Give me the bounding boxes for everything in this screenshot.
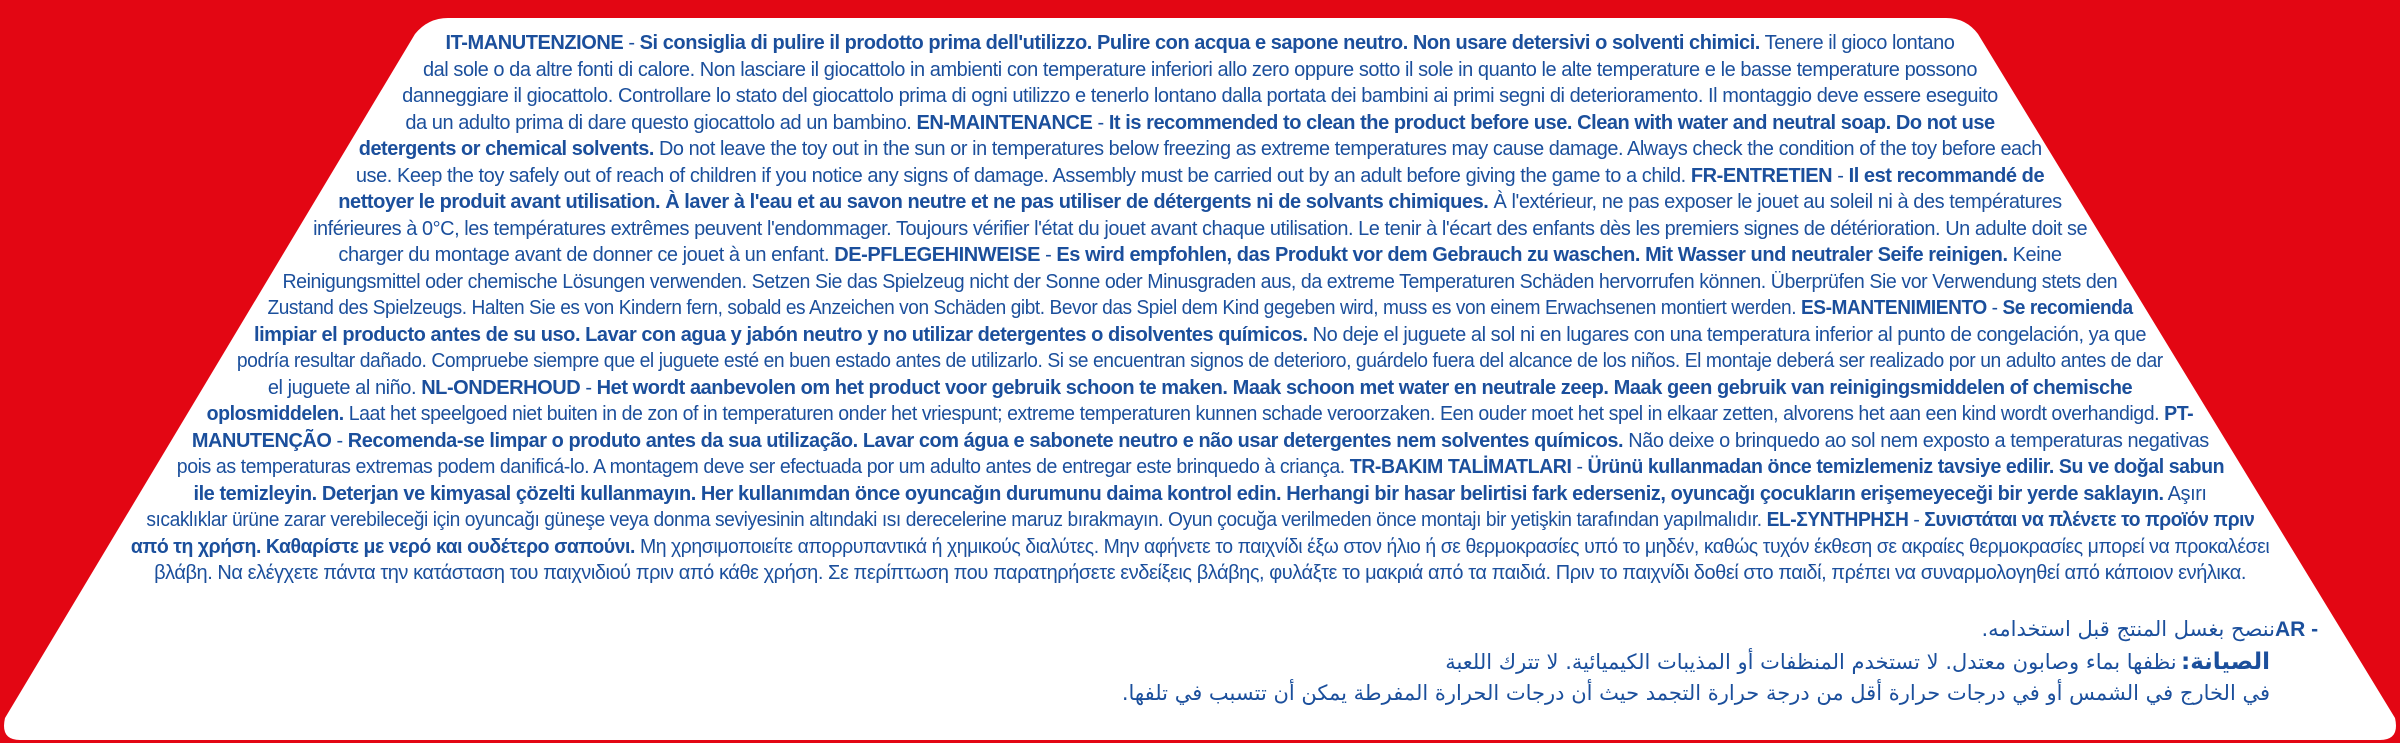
arabic-code-label: AR - bbox=[2275, 618, 2324, 641]
text-segment: Tenere il gioco lontano bbox=[1759, 32, 1955, 54]
bold-text-segment: It is recommended to clean the product before use. Clean with water and neutral soap. Do not use bbox=[1108, 111, 1995, 134]
text-segment: Aşırı bbox=[2163, 482, 2207, 505]
text-segment: - bbox=[1092, 111, 1109, 134]
bold-text-segment: Si consiglia di pulire il prodotto prima dell'utilizzo. Pulire con acqua e sapone neutro. Non usare detersivi o solventi chimici. bbox=[639, 32, 1760, 54]
bold-text-segment: Recomenda-se limpar o produto antes da sua utilização. Lavar com água e sabonete neutro e não usar detergentes nem solventes químicos. bbox=[347, 429, 1623, 452]
text-line bbox=[0, 30, 2400, 56]
text-line bbox=[0, 189, 2400, 215]
bold-text-segment: FR-ENTRETIEN bbox=[1690, 164, 1833, 187]
text-line bbox=[0, 481, 2400, 507]
text-line bbox=[0, 57, 2400, 83]
text-segment: - bbox=[1039, 244, 1057, 266]
text-line bbox=[0, 507, 2400, 533]
text-segment: No deje el juguete al sol ni en lugares con una temperatura inferior al punto de congelación, ya que bbox=[1307, 323, 2147, 346]
text-segment: danneggiare il giocattolo. Controllare lo stato del giocattolo prima di ogni utilizzo e tenerlo lontano dalla portata dei bambini ai primi segni di deterioramento. Il montaggio deve essere eseguito bbox=[402, 85, 1998, 107]
text-line bbox=[0, 110, 2400, 136]
bold-text-segment: EL-ΣΥΝΤΗΡΗΣΗ bbox=[1766, 509, 1909, 531]
text-segment: - bbox=[1986, 297, 2003, 319]
text-line bbox=[0, 560, 2400, 586]
bold-text-segment: nettoyer le produit avant utilisation. À laver à l'eau et au savon neutre et ne pas utiliser de détergents ni de solvants chimiques. bbox=[338, 191, 1489, 213]
text-segment: Μη χρησιμοποιείτε απορρυπαντικά ή χημικούς διαλύτες. Μην αφήνετε το παιχνίδι έξω στον ήλιο ή σε θερμοκρασίες υπό το μηδέν, καθώς τυχόν έκθεση σε ακραίες θερμοκρασίες μπορεί να προκαλέσει bbox=[634, 535, 2270, 558]
arabic-heading: الصيانة: bbox=[2181, 649, 2270, 675]
arabic-line-1 bbox=[1981, 617, 2324, 642]
arabic-intro-text: ننصح بغسل المنتج قبل استخدامه. bbox=[1981, 617, 2275, 641]
bold-text-segment: Συνιστάται να πλένετε το προϊόν πριν bbox=[1923, 509, 2254, 531]
text-line bbox=[0, 269, 2400, 295]
bold-text-segment: Se recomienda bbox=[2002, 297, 2133, 319]
text-segment: Reinigungsmittel oder chemische Lösungen verwenden. Setzen Sie das Spielzeug nicht der Sonne oder Minusgraden aus, da extreme Temperaturen Schäden hervorrufen können. Überprüfen Sie vor Verwendung stets den bbox=[282, 270, 2118, 293]
text-line bbox=[0, 83, 2400, 109]
text-segment: - bbox=[623, 32, 640, 54]
text-line bbox=[0, 242, 2400, 268]
bold-text-segment: Het wordt aanbevolen om het product voor gebruik schoon te maken. Maak schoon met water en neutrale zeep. Maak geen gebruik van reinigingsmiddelen of chemische bbox=[596, 376, 2133, 399]
text-segment: - bbox=[1832, 164, 1849, 187]
text-segment: inférieures à 0°C, les températures extrêmes peuvent l'endommager. Toujours vérifier l'état du jouet avant chaque utilisation. Le tenir à l'écart des enfants dès les premiers signes de détérioration. Un adulte doit se bbox=[312, 217, 2088, 240]
bold-text-segment: IT-MANUTENZIONE bbox=[445, 32, 624, 54]
text-line bbox=[0, 375, 2400, 401]
text-segment: el juguete al niño. bbox=[267, 376, 422, 399]
bold-text-segment: Il est recommandé de bbox=[1848, 164, 2045, 187]
text-line bbox=[0, 322, 2400, 348]
bold-text-segment: ES-MANTENIMIENTO bbox=[1800, 297, 1987, 319]
text-line bbox=[0, 428, 2400, 454]
text-segment: - bbox=[1908, 509, 1924, 531]
text-segment: - bbox=[1571, 456, 1588, 478]
text-segment: Keine bbox=[2007, 244, 2062, 266]
arabic-line-3 bbox=[1122, 681, 2270, 705]
text-segment: pois as temperaturas extremas podem danificá-lo. A montagem deve ser efectuada por um adulto antes de entregar este brinquedo à criança. bbox=[176, 456, 1350, 478]
text-line bbox=[0, 348, 2400, 374]
bold-text-segment: Ürünü kullanmadan önce temizlemeniz tavsiye edilir. Su ve doğal sabun bbox=[1587, 456, 2224, 478]
text-line bbox=[0, 163, 2400, 189]
bold-text-segment: DE-PFLEGEHINWEISE bbox=[834, 244, 1040, 266]
text-segment: À l'extérieur, ne pas exposer le jouet au soleil ni à des températures bbox=[1488, 191, 2062, 213]
text-segment: - bbox=[580, 376, 597, 399]
bold-text-segment: oplosmiddelen. bbox=[206, 403, 344, 425]
bold-text-segment: Es wird empfohlen, das Produkt vor dem Gebrauch zu waschen. Mit Wasser und neutraler Seife reinigen. bbox=[1056, 244, 2008, 266]
bold-text-segment: MANUTENÇÃO bbox=[191, 429, 332, 452]
bold-text-segment: από τη χρήση. Καθαρίστε με νερό και ουδέτερο σαπούνι. bbox=[130, 535, 635, 558]
text-segment: Laat het speelgoed niet buiten in de zon of in temperaturen onder het vriespunt; extreme temperaturen kunnen schade veroorzaken. Een ouder moet het spel in elkaar zetten, alvorens het aan een kind wordt overhandigd. bbox=[343, 403, 2165, 425]
text-segment: use. Keep the toy safely out of reach of children if you notice any signs of damage. Assembly must be carried out by an adult before giving the game to a child. bbox=[355, 164, 1691, 187]
text-line bbox=[0, 136, 2400, 162]
text-line bbox=[0, 295, 2400, 321]
text-segment: sıcaklıklar ürüne zarar verebileceği için oyuncağı güneşe veya donma seviyesinin altındaki ısı derecelerine maruz bırakmayın. Oyun çocuğa verilmeden önce montajı bir yetişkin tarafından yapılmalıdır. bbox=[145, 509, 1767, 531]
bold-text-segment: EN-MAINTENANCE bbox=[916, 111, 1093, 134]
text-segment: Não deixe o brinquedo ao sol nem exposto a temperaturas negativas bbox=[1622, 429, 2209, 452]
bold-text-segment: PT- bbox=[2164, 403, 2194, 425]
bold-text-segment: NL-ONDERHOUD bbox=[421, 376, 581, 399]
text-segment: Do not leave the toy out in the sun or in temperatures below freezing as extreme temperatures may cause damage. Always check the condition of the toy before each bbox=[653, 138, 2042, 160]
text-segment: da un adulto prima di dare questo giocattolo ad un bambino. bbox=[405, 111, 917, 134]
text-segment: charger du montage avant de donner ce jouet à un enfant. bbox=[338, 244, 835, 266]
bold-text-segment: limpiar el producto antes de su uso. Lavar con agua y jabón neutro y no utilizar detergentes o disolventes químicos. bbox=[253, 323, 1308, 346]
text-segment: dal sole o da altre fonti di calore. Non lasciare il giocattolo in ambienti con temperature inferiori allo zero oppure sotto il sole in quanto le alte temperature e le basse temperature possono bbox=[422, 58, 1978, 81]
text-segment: βλάβη. Να ελέγχετε πάντα την κατάσταση του παιχνιδιού πριν από κάθε χρήση. Σε περίπτωση που παρατηρήσετε ενδείξεις βλάβης, φυλάξτε το μακριά από τα παιδιά. Πριν το παιχνίδι δοθεί στο παιδί, πρέπει να συναρμολογηθεί από κάποιον ενήλικα. bbox=[154, 562, 2246, 584]
arabic-line-2 bbox=[1445, 649, 2270, 675]
arabic-body-1: نظفها بماء وصابون معتدل. لا تستخدم المنظفات أو المذيبات الكيميائية. لا تترك اللعبة bbox=[1445, 650, 2177, 674]
text-segment: - bbox=[331, 429, 348, 452]
arabic-body-2: في الخارج في الشمس أو في درجات حرارة أقل من درجة حرارة التجمد حيث أن درجات الحرارة المفرطة يمكن أن تتسبب في تلفها. bbox=[1121, 681, 2270, 705]
bold-text-segment: TR-BAKIM TALİMATLARI bbox=[1349, 456, 1572, 478]
text-segment: podría resultar dañado. Compruebe siempre que el juguete esté en buen estado antes de utilizarlo. Si se encuentran signos de deterioro, guárdelo fuera del alcance de los niños. El montaje deberá ser realizado por un adulto antes de dar bbox=[237, 350, 2163, 372]
text-line bbox=[0, 401, 2400, 427]
bold-text-segment: detergents or chemical solvents. bbox=[358, 138, 654, 160]
text-line bbox=[0, 216, 2400, 242]
text-segment: Zustand des Spielzeugs. Halten Sie es von Kindern fern, sobald es Anzeichen von Schäden gibt. Bevor das Spiel dem Kind gegeben wird, muss es von einem Erwachsenen montiert werden. bbox=[267, 297, 1801, 319]
bold-text-segment: ile temizleyin. Deterjan ve kimyasal çözelti kullanmayın. Her kullanımdan önce oyuncağın durumunu daima kontrol edin. Herhangi bir hasar belirtisi fark ederseniz, oyuncağı çocukların erişemeyeceği bir yerde saklayın. bbox=[193, 482, 2164, 505]
text-line bbox=[0, 534, 2400, 560]
text-line bbox=[0, 454, 2400, 480]
